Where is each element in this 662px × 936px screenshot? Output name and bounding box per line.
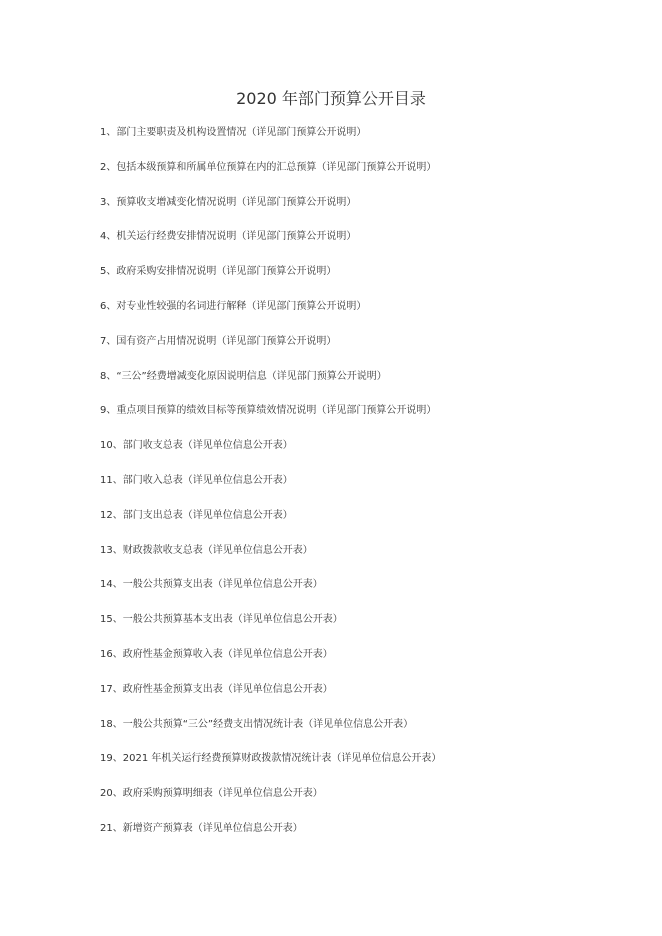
list-item [100,124,620,159]
list-item [100,576,620,611]
item-number: 17、 [100,683,123,695]
item-text: 机关运行经费安排情况说明（详见部门预算公开说明） [116,231,357,243]
list-item [100,646,620,681]
list-item [100,194,620,229]
item-text: 部门主要职责及机构设置情况（详见部门预算公开说明） [116,127,367,138]
item-text: 政府性基金预算支出表（详见单位信息公开表） [122,683,333,695]
item-number: 21、 [100,822,123,834]
item-number: 8、 [100,370,117,382]
item-text: 一般公共预算基本支出表（详见单位信息公开表） [122,614,343,626]
item-text: 新增资产预算表（详见单位信息公开表） [122,822,303,834]
item-text: 2021 年机关运行经费预算财政拨款情况统计表（详见单位信息公开表） [122,753,442,765]
list-item [100,437,620,472]
item-text: 部门收入总表（详见单位信息公开表） [122,474,293,486]
item-text: 政府采购安排情况说明（详见部门预算公开说明） [116,266,337,278]
list-item [100,472,620,507]
item-number: 7、 [100,335,117,347]
list-item [100,368,620,403]
list-item [100,785,620,820]
item-text: 财政拨款收支总表（详见单位信息公开表） [122,544,313,556]
item-number: 16、 [100,648,123,660]
list-item [100,228,620,263]
item-text: 重点项目预算的绩效目标等预算绩效情况说明（详见部门预算公开说明） [116,405,437,417]
item-number: 19、 [100,753,123,765]
item-text: 包括本级预算和所属单位预算在内的汇总预算（详见部门预算公开说明） [116,161,437,173]
item-text: “三公”经费增减变化原因说明信息（详见部门预算公开说明） [116,370,387,382]
list-item [100,263,620,298]
item-number: 3、 [100,196,117,208]
item-text: 对专业性较强的名词进行解释（详见部门预算公开说明） [116,300,367,312]
list-item [100,402,620,437]
list-item [100,750,620,785]
item-number: 9、 [100,405,117,417]
list-item [100,298,620,333]
item-number: 10、 [100,440,123,452]
toc-list [100,124,620,855]
item-number: 13、 [100,544,123,556]
list-item [100,507,620,542]
item-number: 1、 [100,127,117,138]
item-number: 5、 [100,266,117,278]
item-text: 部门支出总表（详见单位信息公开表） [122,509,293,521]
item-number: 18、 [100,718,123,730]
list-item [100,159,620,194]
item-number: 11、 [100,474,123,486]
item-text: 政府采购预算明细表（详见单位信息公开表） [122,788,323,800]
item-number: 14、 [100,579,123,591]
item-text: 部门收支总表（详见单位信息公开表） [122,440,293,452]
item-number: 2、 [100,161,117,173]
list-item [100,333,620,368]
item-number: 15、 [100,614,123,626]
page-title: 2020 年部门预算公开目录 [236,89,426,108]
list-item [100,820,620,855]
item-text: 国有资产占用情况说明（详见部门预算公开说明） [116,335,337,347]
list-item [100,542,620,577]
item-number: 20、 [100,788,123,800]
list-item [100,681,620,716]
item-text: 政府性基金预算收入表（详见单位信息公开表） [122,648,333,660]
item-text: 一般公共预算支出表（详见单位信息公开表） [122,579,323,591]
item-text: 一般公共预算“三公”经费支出情况统计表（详见单位信息公开表） [122,718,414,730]
list-item [100,716,620,751]
item-number: 4、 [100,231,117,243]
item-text: 预算收支增减变化情况说明（详见部门预算公开说明） [116,196,357,208]
item-number: 6、 [100,300,117,312]
list-item [100,611,620,646]
item-number: 12、 [100,509,123,521]
